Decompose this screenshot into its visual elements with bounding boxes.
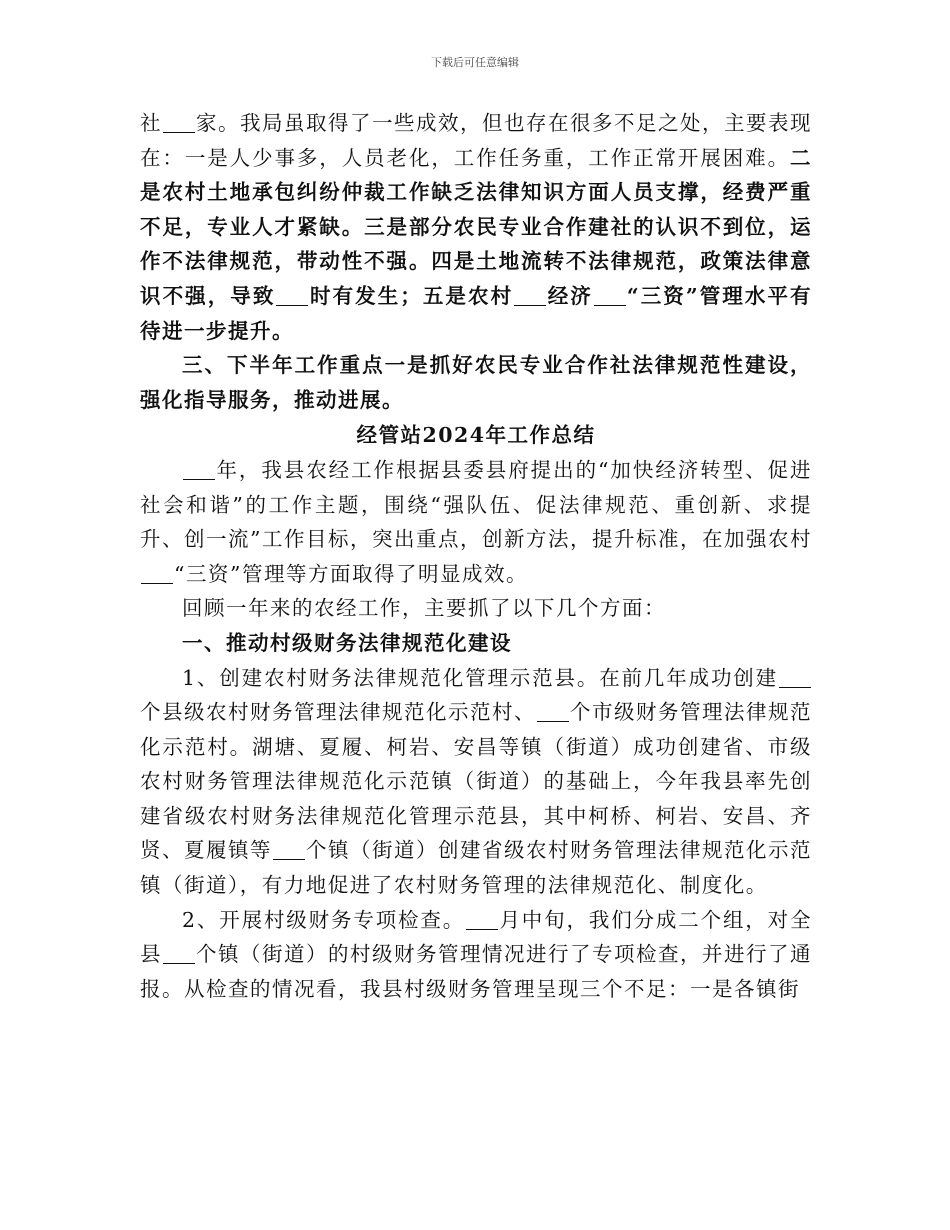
paragraph-item-1 <box>140 661 812 903</box>
text-run: 个镇（街道）的村级财务管理情况进行了专项检查，并进行了通报。从检查的情况看，我县村级财务管理呈现三个不足：一是各镇街 <box>140 942 812 1001</box>
text-run: 2、开展村级财务专项检查。 <box>182 907 466 932</box>
paragraph-second-half-focus: 三、下半年工作重点一是抓好农民专业合作社法律规范性建设，强化指导服务，推动进展。 <box>140 353 812 412</box>
paragraph-problems <box>140 106 812 348</box>
text-run-bold: “三资”管理水平有待进一步提升。 <box>140 283 813 343</box>
blank-underline <box>276 285 308 306</box>
paragraph-review: 回顾一年来的农经工作，主要抓了以下几个方面： <box>182 596 666 621</box>
document-title: 经管站2024年工作总结 <box>356 423 596 448</box>
text-run-bold: 时有发生；五是农村 <box>309 283 514 308</box>
blank-underline <box>514 285 546 306</box>
blank-underline <box>141 563 173 584</box>
text-run: 个市级财务管理法律规范化示范村。湖塘、夏履、柯岩、安昌等镇（街道）成功创建省、市级农村财务管理法律规范化示范镇（街道）的基础上，今年我县率先创建省级农村财务法律规范化管理示范县，其中柯桥、柯岩、安昌、齐贤、夏履镇等 <box>140 700 812 863</box>
text-run: 月中旬，我们分成二个组，对全县 <box>140 907 812 967</box>
text-run: 个县级农村财务管理法律规范化示范村、 <box>140 700 536 725</box>
blank-underline <box>163 943 195 964</box>
blank-underline <box>537 701 569 722</box>
blank-underline <box>183 459 215 480</box>
blank-underline <box>466 909 498 930</box>
blank-underline <box>779 667 811 688</box>
page-header: 下载后可任意编辑 <box>431 56 519 69</box>
text-run-bold: 二是农村土地承包纠纷仲裁工作缺乏法律知识方面人员支撑，经费严重不足，专业人才紧缺。三是部分农民专业合作建社的认识不到位，运作不法律规范，带动性不强。四是土地流转不法律规范，政策法律意识不强，导致 <box>140 145 812 308</box>
blank-underline <box>594 285 626 306</box>
blank-underline <box>273 839 305 860</box>
text-run: 社 <box>140 111 162 135</box>
blank-underline <box>163 112 195 133</box>
document-body <box>140 106 812 1006</box>
text-run: 1、创建农村财务法律规范化管理示范县。在前几年成功创建 <box>182 665 778 690</box>
section-heading: 一、推动村级财务法律规范化建设 <box>182 630 512 655</box>
text-run: 家。我局虽取得了一些成效，但也存在很多不足之处，主要表现在：一是人少事多，人员老化，工作任务重，工作正常开展困难。 <box>140 111 812 170</box>
paragraph-intro <box>140 453 812 591</box>
text-run: “三资”管理等方面取得了明显成效。 <box>174 561 528 586</box>
text-run: 年，我县农经工作根据县委县府提出的“加快经济转型、促进社会和谐”的工作主题，围绕“强队伍、促法律规范、重创新、求提升、创一流”工作目标，突出重点，创新方法，提升标准，在加强农村 <box>140 457 812 552</box>
text-run-bold: 经济 <box>547 283 593 308</box>
paragraph-item-2 <box>140 903 812 1007</box>
text-run: 个镇（街道）创建省级农村财务管理法律规范化示范镇（街道），有力地促进了农村财务管理的法律规范化、制度化。 <box>140 838 812 898</box>
